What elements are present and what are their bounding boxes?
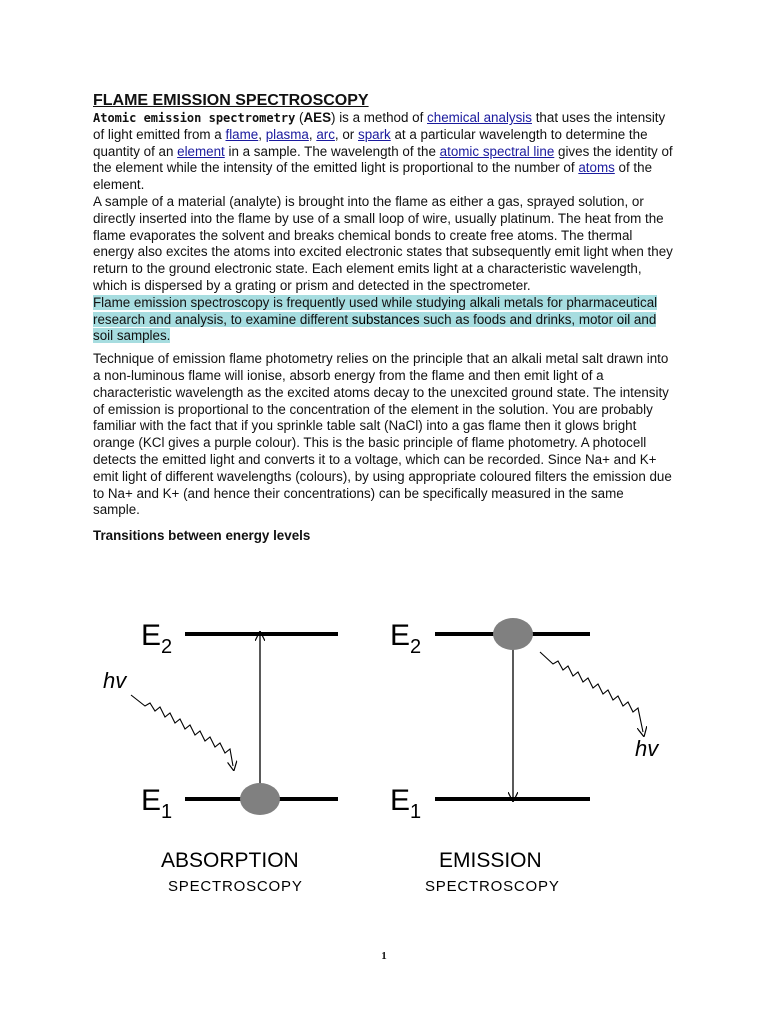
emission-title: EMISSION xyxy=(439,849,542,872)
highlight-run: such as foods and drinks, motor xyxy=(419,311,617,327)
highlight-run: and soil samples. xyxy=(93,311,657,344)
photon-wave-out xyxy=(540,652,643,732)
paragraph-technique: Technique of emission flame photometry relies on the principle that an alkali metal salt drawn into a non-luminous flame will ionise, absorb energy from the flame and then emit light of a characteristic wavelength as the excited atoms decay to the unexcited ground state. The intensity of emission is proportional to the concentration of the element in the solution. You are probably familiar with the fact that if you sprinkle table salt (NaCl) into a gas flame then it glows bright orange (KCl gives a purple colour). This is the basic principle of flame photometry. A photocell detects the emitted light and converts it to a voltage, which can be recorded. Since Na+ and K+ emit light of different wavelengths (colours), by using appropriate coloured filters the emission due to Na+ and K+ (and hence their concentrations) can be specifically measured in the same sample. xyxy=(93,351,672,518)
absorption-subtitle: SPECTROSCOPY xyxy=(168,878,303,895)
text-run: , xyxy=(258,126,266,142)
emission-subtitle: SPECTROSCOPY xyxy=(425,878,560,895)
text-run: at a particular wavelength to determine the quantity of an xyxy=(93,126,648,159)
text-run: , xyxy=(308,126,317,142)
electron-ground-state xyxy=(240,783,280,815)
document-body xyxy=(93,92,673,545)
hv-label-in: hv xyxy=(103,668,127,693)
paragraph-highlighted xyxy=(93,295,673,345)
section-subheading: Transitions between energy levels xyxy=(93,528,311,544)
photon-wave-in xyxy=(131,695,233,766)
hv-label-out: hv xyxy=(635,736,659,761)
highlight-run: oil xyxy=(616,311,631,327)
text-run: ( xyxy=(295,110,304,125)
abbr-aes: AES xyxy=(303,110,332,125)
link-arc[interactable]: arc xyxy=(316,126,335,142)
emission-panel xyxy=(390,618,660,895)
text-run: ) is a method of xyxy=(331,110,428,125)
text-run: gives the identity of the element while the intensity of the emitted light is proportional to the number of xyxy=(93,143,673,176)
page-title: FLAME EMISSION SPECTROSCOPY xyxy=(93,92,369,109)
link-flame[interactable]: flame xyxy=(225,126,259,142)
text-run: , or xyxy=(334,126,358,142)
text-run: of the element. xyxy=(93,160,653,193)
link-plasma[interactable]: plasma xyxy=(265,126,309,142)
absorption-panel xyxy=(103,619,338,895)
term-aes: Atomic emission spectrometry xyxy=(93,111,296,125)
paragraph-aes xyxy=(93,110,673,194)
e2-label-right: $E_2$ xyxy=(390,619,422,658)
highlight-run: substances xyxy=(351,311,420,327)
link-chemical-analysis[interactable]: chemical analysis xyxy=(427,110,532,125)
text-run: that uses the intensity of light emitted from a xyxy=(93,110,666,142)
paragraph-sample: A sample of a material (analyte) is brought into the flame as either a gas, sprayed solution, or directly inserted into the flame by use of a small loop of wire, usually platinum. The heat from the flame evaporates the solvent and breaks chemical bonds to create free atoms. The thermal energy also excites the atoms into excited electronic states that subsequently emit light when they return to the ground electronic state. Each element emits light at a characteristic wavelength, which is dispersed by a grating or prism and detected in the spectrometer. xyxy=(93,193,673,293)
e1-label-right: $E_1$ xyxy=(390,784,422,823)
electron-excited-state xyxy=(493,618,533,650)
link-atoms[interactable]: atoms xyxy=(578,160,615,176)
text-run: in a sample. The wavelength of the xyxy=(224,143,440,159)
e1-label-left: $E_1$ xyxy=(141,784,173,823)
absorption-title: ABSORPTION xyxy=(161,849,299,872)
e2-label-left: $E_2$ xyxy=(141,619,173,658)
link-atomic-spectral-line[interactable]: atomic spectral line xyxy=(439,143,555,159)
energy-level-diagram xyxy=(93,600,693,920)
page-number: 1 xyxy=(381,950,387,962)
highlight-run: Flame emission spectroscopy is frequently used while studying alkali metals for pharmaceutical research and analysis, to examine different xyxy=(93,294,658,327)
link-spark[interactable]: spark xyxy=(358,126,391,142)
link-element[interactable]: element xyxy=(177,143,225,159)
